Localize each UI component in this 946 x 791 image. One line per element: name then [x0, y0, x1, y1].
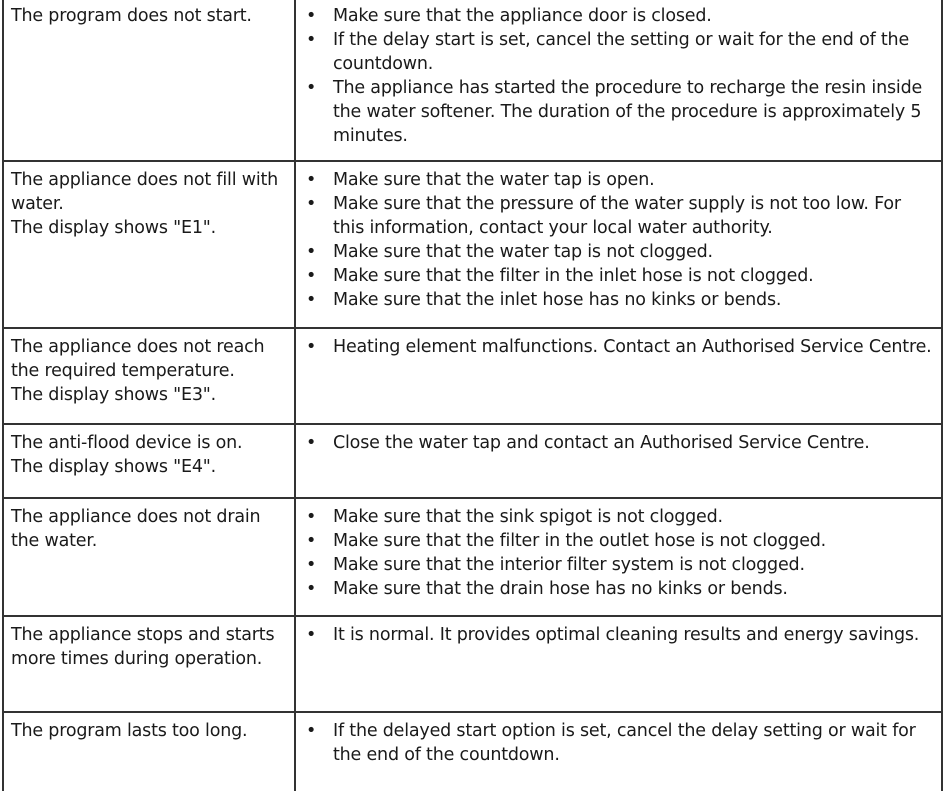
- solution-list: [296, 713, 941, 791]
- table-row: [4, 497, 941, 615]
- problem-text: The appliance does not drain the water.: [11, 507, 261, 551]
- error-code-text: The display shows "E1".: [11, 218, 216, 238]
- bullet-icon: •: [305, 30, 317, 50]
- bullet-icon: •: [305, 531, 317, 551]
- solution-list: [296, 499, 941, 615]
- solution-item: • Close the water tap and contact an Authorised Service Centre.: [305, 433, 870, 453]
- table-row: [4, 160, 941, 327]
- bullet-icon: •: [305, 507, 317, 527]
- problem-cell: [4, 0, 296, 160]
- problem-cell: [4, 425, 296, 497]
- bullet-icon: •: [305, 555, 317, 575]
- solution-list: [296, 329, 941, 423]
- problem-cell: [4, 162, 296, 327]
- bullet-icon: •: [305, 625, 317, 645]
- problem-text: The appliance does not fill with water.: [11, 170, 279, 214]
- problem-text: The appliance stops and starts more times during operation.: [11, 625, 275, 669]
- solution-item: • Heating element malfunctions. Contact an Authorised Service Centre.: [305, 337, 932, 357]
- bullet-icon: •: [305, 721, 317, 741]
- table-row: [4, 711, 941, 791]
- solution-item: • Make sure that the sink spigot is not clogged.: [305, 507, 723, 527]
- solution-item: • Make sure that the pressure of the water supply is not too low. For this information, contact your local water authority.: [305, 194, 901, 238]
- solution-item: • Make sure that the interior filter system is not clogged.: [305, 555, 805, 575]
- problem-cell: [4, 617, 296, 711]
- bullet-icon: •: [305, 170, 317, 190]
- troubleshooting-table: [2, 0, 943, 791]
- solution-item: • It is normal. It provides optimal cleaning results and energy savings.: [305, 625, 920, 645]
- error-code-text: The display shows "E4".: [11, 457, 216, 477]
- table-row: [4, 423, 941, 497]
- solution-item: • Make sure that the water tap is not clogged.: [305, 242, 713, 262]
- solution-item: • Make sure that the water tap is open.: [305, 170, 655, 190]
- error-code-text: The display shows "E3".: [11, 385, 216, 405]
- bullet-icon: •: [305, 78, 317, 98]
- solution-list: [296, 0, 941, 160]
- solution-item: • If the delayed start option is set, cancel the delay setting or wait for the end of the countdown.: [305, 721, 916, 765]
- bullet-icon: •: [305, 290, 317, 310]
- bullet-icon: •: [305, 433, 317, 453]
- solution-list: [296, 425, 941, 497]
- solution-list: [296, 162, 941, 327]
- bullet-icon: •: [305, 266, 317, 286]
- solution-item: • Make sure that the appliance door is closed.: [305, 6, 712, 26]
- bullet-icon: •: [305, 194, 317, 214]
- solution-item: • If the delay start is set, cancel the setting or wait for the end of the countdown.: [305, 30, 910, 74]
- problem-text: The program lasts too long.: [11, 721, 248, 741]
- solution-item: • Make sure that the filter in the outlet hose is not clogged.: [305, 531, 827, 551]
- problem-cell: [4, 329, 296, 423]
- bullet-icon: •: [305, 6, 317, 26]
- solution-list: [296, 617, 941, 711]
- problem-text: The program does not start.: [11, 6, 252, 26]
- problem-text: The appliance does not reach the required temperature.: [11, 337, 265, 381]
- bullet-icon: •: [305, 242, 317, 262]
- bullet-icon: •: [305, 337, 317, 357]
- problem-cell: [4, 713, 296, 791]
- table-row: [4, 615, 941, 711]
- solution-item: • Make sure that the inlet hose has no kinks or bends.: [305, 290, 782, 310]
- table-row: [4, 0, 941, 160]
- problem-text: The anti-flood device is on.: [11, 433, 243, 453]
- solution-item: • Make sure that the filter in the inlet hose is not clogged.: [305, 266, 814, 286]
- table-row: [4, 327, 941, 423]
- solution-item: • Make sure that the drain hose has no kinks or bends.: [305, 579, 788, 599]
- solution-item: • The appliance has started the procedure to recharge the resin inside the water softener. The duration of the procedure is approximately 5 minutes.: [305, 78, 923, 146]
- problem-cell: [4, 499, 296, 615]
- bullet-icon: •: [305, 579, 317, 599]
